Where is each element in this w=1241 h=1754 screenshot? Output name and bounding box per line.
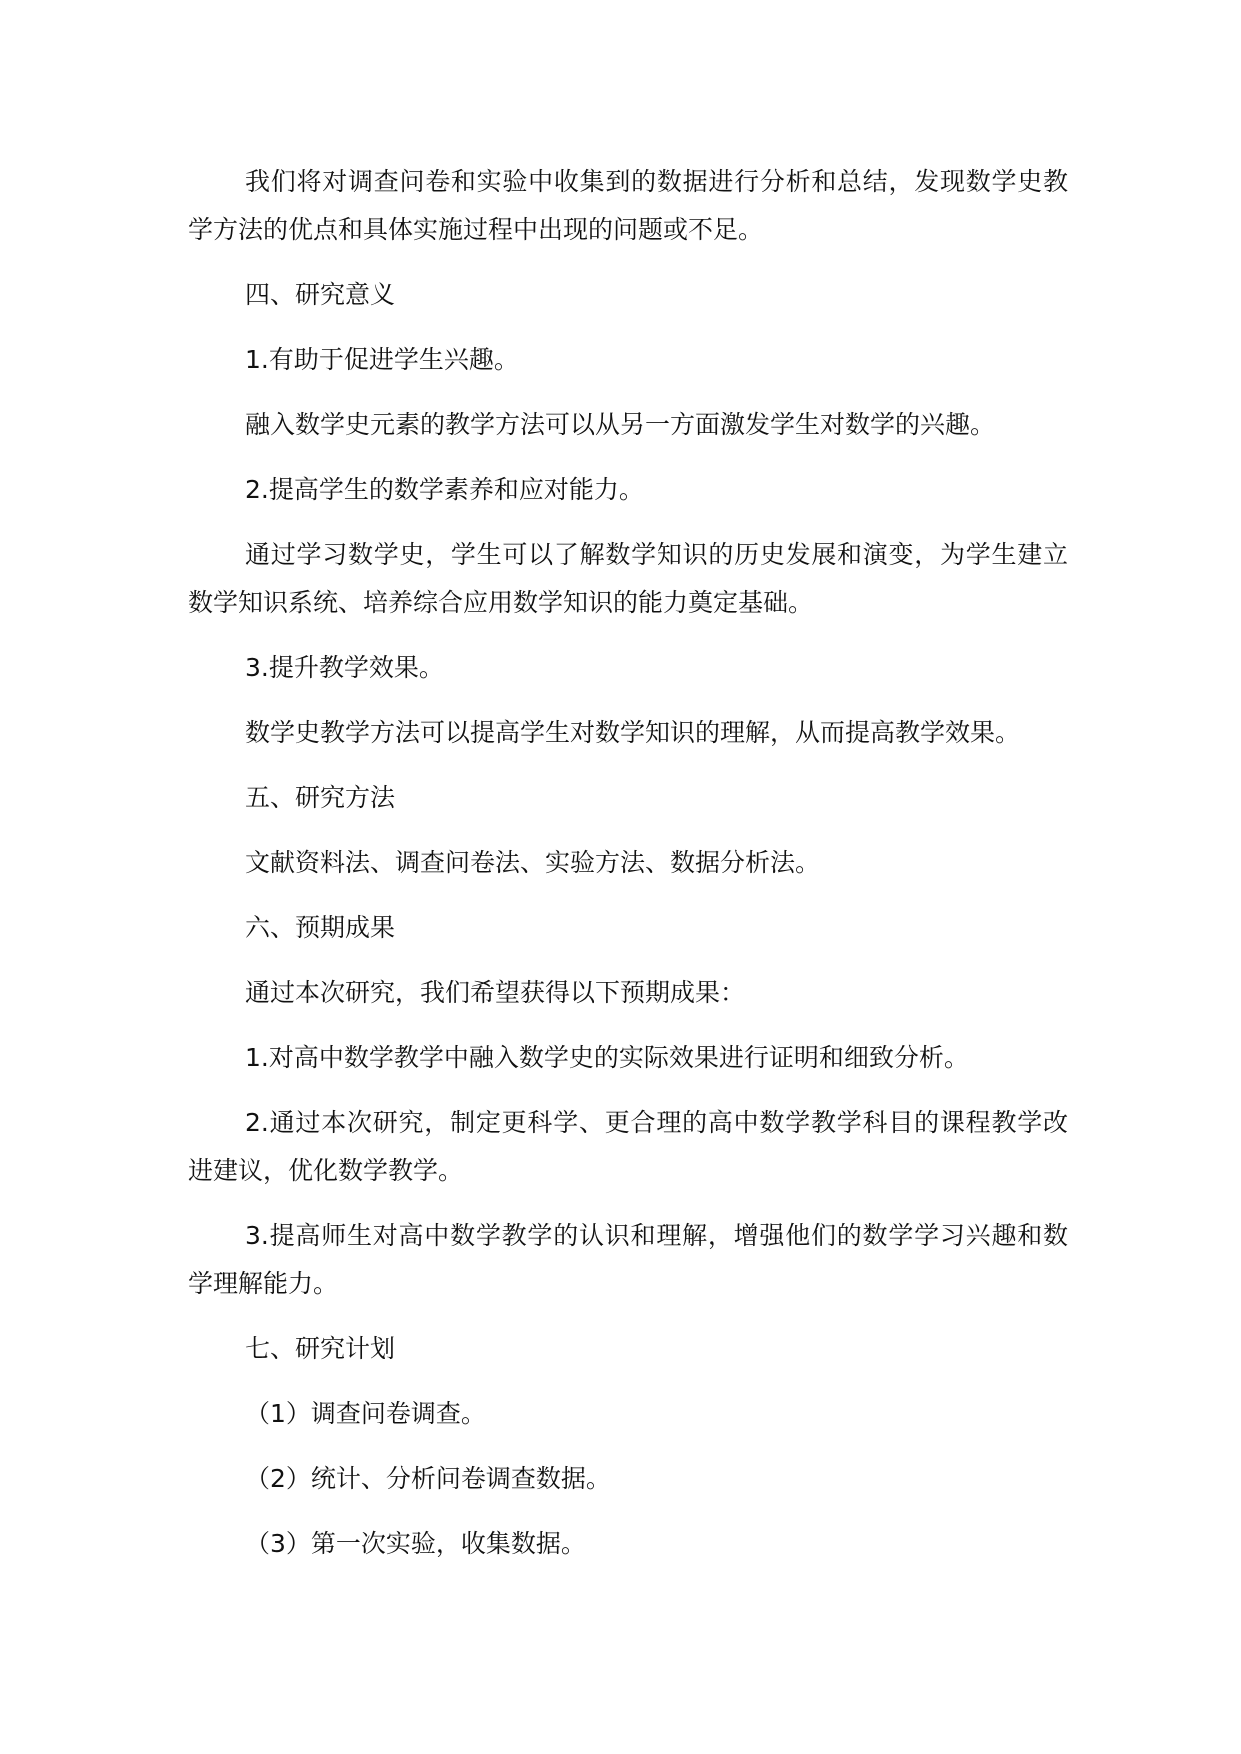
list-item: 2.提高学生的数学素养和应对能力。 bbox=[245, 475, 644, 504]
list-item: 1.对高中数学教学中融入数学史的实际效果进行证明和细致分析。 bbox=[245, 1043, 969, 1072]
paragraph: 我们将对调查问卷和实验中收集到的数据进行分析和总结，发现数学史教学方法的优点和具体实施过程中出现的问题或不足。 bbox=[188, 167, 1068, 244]
list-item: （3）第一次实验，收集数据。 bbox=[245, 1529, 586, 1558]
list-item: （1）调查问卷调查。 bbox=[245, 1399, 486, 1428]
section-heading: 六、预期成果 bbox=[245, 913, 396, 942]
document-body bbox=[188, 158, 1068, 1585]
list-item: 3.提升教学效果。 bbox=[245, 653, 444, 682]
section-heading: 四、研究意义 bbox=[245, 280, 396, 309]
paragraph: 文献资料法、调查问卷法、实验方法、数据分析法。 bbox=[245, 848, 821, 877]
list-item: 3.提高师生对高中数学教学的认识和理解，增强他们的数学学习兴趣和数学理解能力。 bbox=[188, 1221, 1068, 1298]
paragraph: 通过本次研究，我们希望获得以下预期成果： bbox=[245, 978, 746, 1007]
paragraph: 融入数学史元素的教学方法可以从另一方面激发学生对数学的兴趣。 bbox=[245, 410, 996, 439]
paragraph: 数学史教学方法可以提高学生对数学知识的理解，从而提高教学效果。 bbox=[245, 718, 1021, 747]
list-item: （2）统计、分析问卷调查数据。 bbox=[245, 1464, 611, 1493]
section-heading: 五、研究方法 bbox=[245, 783, 396, 812]
list-item: 2.通过本次研究，制定更科学、更合理的高中数学教学科目的课程教学改进建议，优化数学教学。 bbox=[188, 1108, 1068, 1185]
section-heading: 七、研究计划 bbox=[245, 1334, 396, 1363]
list-item: 1.有助于促进学生兴趣。 bbox=[245, 345, 519, 374]
paragraph: 通过学习数学史，学生可以了解数学知识的历史发展和演变，为学生建立数学知识系统、培养综合应用数学知识的能力奠定基础。 bbox=[188, 540, 1068, 617]
